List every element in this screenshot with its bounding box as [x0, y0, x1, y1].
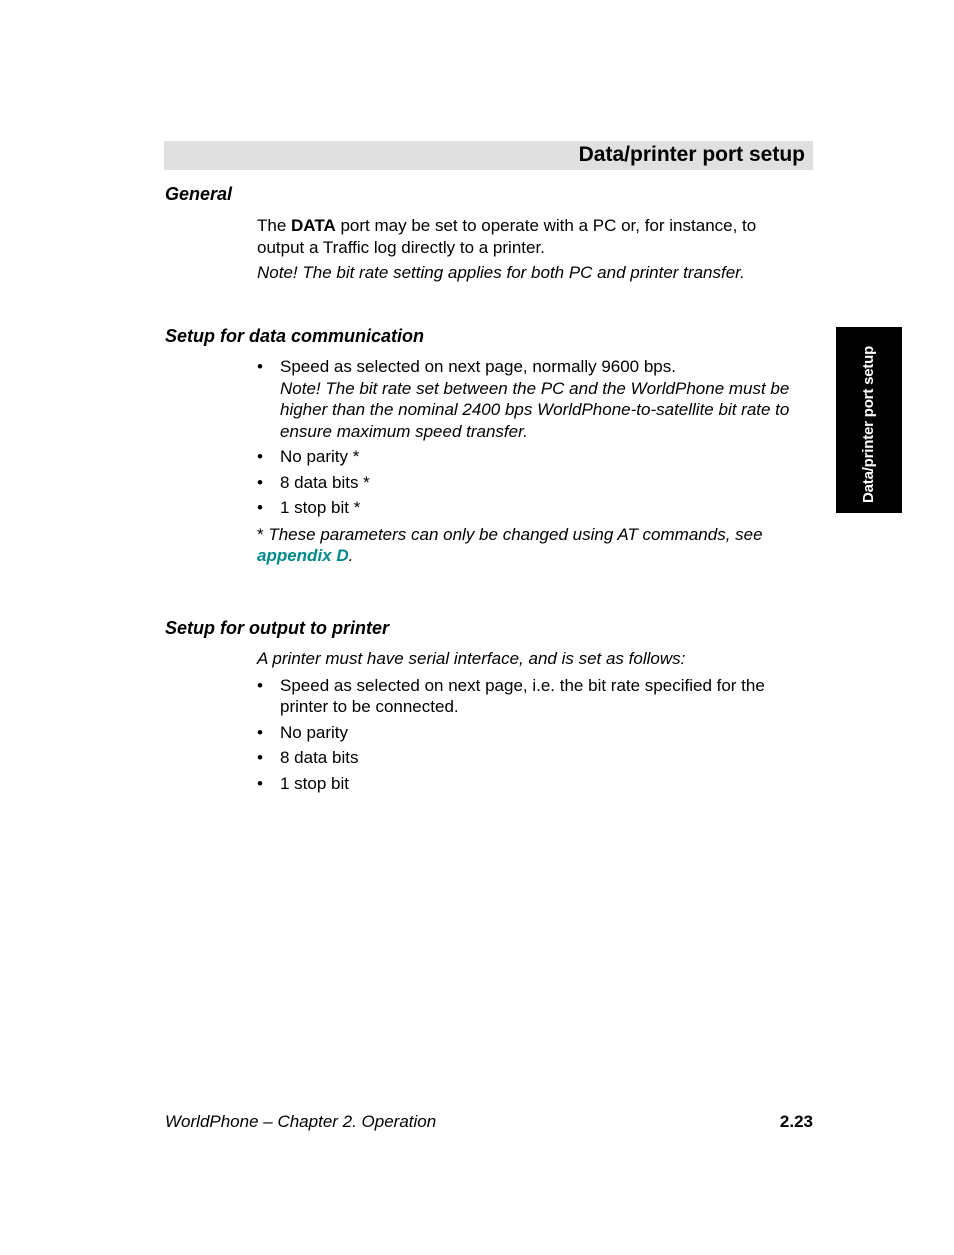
printer-output-section [257, 648, 802, 794]
list-item [257, 446, 802, 468]
bullet-mark: • [257, 675, 263, 695]
page-title-bar [164, 141, 813, 170]
bullet-mark: • [257, 447, 263, 466]
list-item [257, 472, 802, 494]
list-item-text: 1 stop bit * [280, 498, 361, 517]
list-item-text: Speed as selected on next page, i.e. the bit rate specified for the printer to be connected. [280, 675, 765, 716]
speed-item-text: Speed as selected on next page, normally 9600 bps. [280, 357, 676, 376]
bullet-mark: • [257, 357, 263, 376]
heading-general: General [165, 184, 233, 204]
section-side-tab [836, 327, 902, 513]
appendix-d-link[interactable]: appendix D [257, 546, 349, 565]
list-item [257, 773, 802, 795]
general-paragraph [257, 215, 802, 258]
bullet-mark: • [257, 748, 263, 767]
bullet-mark: • [257, 472, 263, 492]
footnote-end: . [348, 546, 354, 565]
general-text-start: The [257, 216, 292, 235]
list-item [257, 722, 802, 744]
general-text-end: port may be set to operate with a PC or, for instance, to output a Traffic log directly to a printer. [257, 216, 757, 257]
list-item-text: 1 stop bit [280, 773, 349, 793]
list-item [257, 356, 802, 442]
data-communication-list [257, 356, 802, 519]
bullet-mark: • [257, 773, 263, 793]
footnote-text: These parameters can only be changed using AT commands, see [268, 524, 763, 544]
heading-data-communication: Setup for data communication [165, 326, 425, 346]
side-tab-label: Data/printer port setup [860, 345, 877, 503]
list-item [257, 497, 802, 519]
speed-item-note: Note! The bit rate set between the PC and the WorldPhone must be higher than the nominal 2400 bps WorldPhone-to-satellite bit rate to ensure maximum speed transfer. [280, 378, 790, 441]
list-item-text: 8 data bits * [280, 472, 370, 492]
list-item-text: No parity * [280, 447, 360, 466]
general-section [257, 215, 802, 284]
footer-chapter: WorldPhone – Chapter 2. Operation [165, 1112, 437, 1131]
data-port-name: DATA [291, 216, 336, 235]
printer-settings-list [257, 675, 802, 795]
footnote [257, 524, 777, 567]
list-item [257, 747, 802, 769]
bullet-mark: • [257, 498, 263, 517]
data-communication-section [257, 356, 802, 567]
list-item-text: 8 data bits [280, 748, 359, 767]
printer-intro: A printer must have serial interface, and is set as follows: [257, 649, 686, 668]
list-item [257, 675, 802, 718]
page-number: 2.23 [779, 1112, 813, 1131]
list-item-text: No parity [280, 722, 349, 742]
heading-printer-output: Setup for output to printer [165, 618, 389, 638]
bullet-mark: • [257, 722, 263, 742]
page-title: Data/printer port setup [578, 143, 805, 166]
general-note: Note! The bit rate setting applies for both PC and printer transfer. [257, 263, 745, 282]
footnote-star: * [257, 524, 269, 544]
